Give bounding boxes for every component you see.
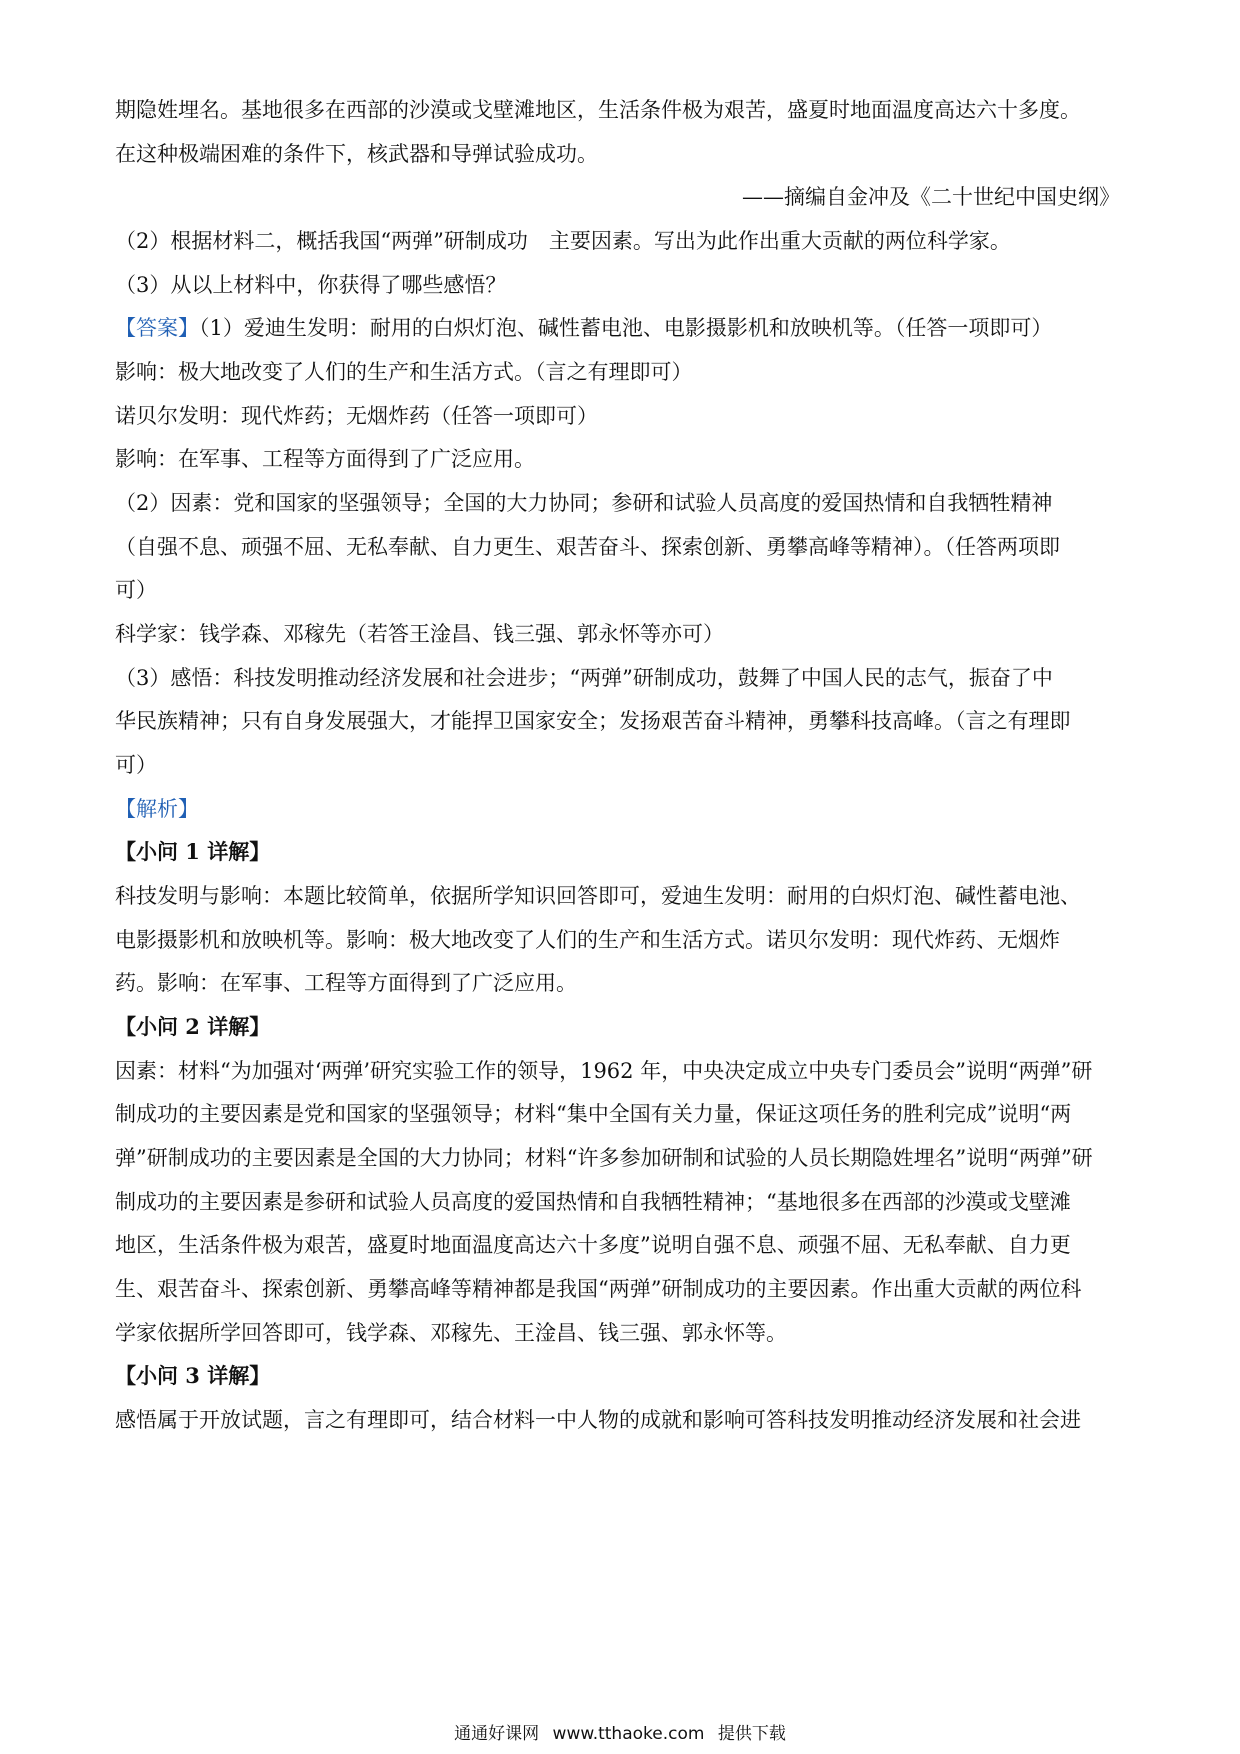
answer-line: 华民族精神；只有自身发展强大，才能捍卫国家安全；发扬艰苦奋斗精神，勇攀科技高峰。（言之有理即 bbox=[115, 709, 1071, 733]
subquestion-3-title: 【小问 3 详解】 bbox=[115, 1363, 271, 1388]
question-3: （3）从以上材料中，你获得了哪些感悟？ bbox=[115, 273, 507, 297]
analysis-line: 生、艰苦奋斗、探索创新、勇攀高峰等精神都是我国“两弹”研制成功的主要因素。作出重大贡献的两位科 bbox=[115, 1277, 1082, 1301]
analysis-line: 因素：材料“为加强对‘两弹’研究实验工作的领导，1962 年，中央决定成立中央专门委员会”说明“两弹”研 bbox=[115, 1059, 1093, 1083]
footer-note: 提供下载 bbox=[717, 1724, 786, 1744]
analysis-line: 制成功的主要因素是党和国家的坚强领导；材料“集中全国有关力量，保证这项任务的胜利完成”说明“两 bbox=[115, 1102, 1072, 1126]
analysis-line: 药。影响：在军事、工程等方面得到了广泛应用。 bbox=[115, 971, 577, 995]
page-footer bbox=[0, 1722, 1240, 1746]
answer-line: 诺贝尔发明：现代炸药；无烟炸药（任答一项即可） bbox=[115, 404, 598, 428]
analysis-line: 科技发明与影响：本题比较简单，依据所学知识回答即可，爱迪生发明：耐用的白炽灯泡、碱性蓄电池、 bbox=[115, 884, 1081, 908]
analysis-line: 学家依据所学回答即可，钱学森、邓稼先、王淦昌、钱三强、郭永怀等。 bbox=[115, 1321, 787, 1345]
question-2: （2）根据材料二，概括我国“两弹”研制成功 主要因素。写出为此作出重大贡献的两位科学家。 bbox=[115, 229, 1011, 253]
answer-line: 可） bbox=[115, 578, 157, 602]
material-source: ——摘编自金冲及《二十世纪中国史纲》 bbox=[742, 185, 1120, 209]
answer-line: （3）感悟：科技发明推动经济发展和社会进步；“两弹”研制成功，鼓舞了中国人民的志气，振奋了中 bbox=[115, 666, 1053, 690]
subquestion-1-title: 【小问 1 详解】 bbox=[115, 839, 271, 864]
analysis-line: 地区，生活条件极为艰苦，盛夏时地面温度高达六十多度”说明自强不息、顽强不屈、无私奉献、自力更 bbox=[115, 1233, 1071, 1257]
answer-line: （自强不息、顽强不屈、无私奉献、自力更生、艰苦奋斗、探索创新、勇攀高峰等精神）。（任答两项即 bbox=[115, 535, 1060, 559]
answer-line: 科学家：钱学森、邓稼先（若答王淦昌、钱三强、郭永怀等亦可） bbox=[115, 622, 724, 646]
answer-line: （2）因素：党和国家的坚强领导；全国的大力协同；参研和试验人员高度的爱国热情和自我牺牲精神 bbox=[115, 491, 1053, 515]
answer-line: 影响：在军事、工程等方面得到了广泛应用。 bbox=[115, 447, 535, 471]
analysis-line: 弹”研制成功的主要因素是全国的大力协同；材料“许多参加研制和试验的人员长期隐姓埋名”说明“两弹”研 bbox=[115, 1146, 1093, 1170]
footer-site-name: 通通好课网 bbox=[454, 1724, 540, 1744]
analysis-label: 【解析】 bbox=[115, 797, 199, 821]
analysis-line: 电影摄影机和放映机等。影响：极大地改变了人们的生产和生活方式。诺贝尔发明：现代炸药、无烟炸 bbox=[115, 928, 1060, 952]
subquestion-2-title: 【小问 2 详解】 bbox=[115, 1014, 271, 1039]
answer-line bbox=[115, 313, 1130, 343]
analysis-line: 制成功的主要因素是参研和试验人员高度的爱国热情和自我牺牲精神；“基地很多在西部的沙漠或戈壁滩 bbox=[115, 1190, 1071, 1214]
analysis-line: 感悟属于开放试题，言之有理即可，结合材料一中人物的成就和影响可答科技发明推动经济发展和社会进 bbox=[115, 1408, 1081, 1432]
answer-line: 影响：极大地改变了人们的生产和生活方式。（言之有理即可） bbox=[115, 360, 693, 384]
material-text-line: 期隐姓埋名。基地很多在西部的沙漠或戈壁滩地区，生活条件极为艰苦，盛夏时地面温度高达六十多度。 bbox=[115, 98, 1081, 122]
answer-label: 【答案】 bbox=[115, 316, 199, 340]
answer-line: 可） bbox=[115, 753, 157, 777]
answer-text: （1）爱迪生发明：耐用的白炽灯泡、碱性蓄电池、电影摄影机和放映机等。（任答一项即可） bbox=[199, 316, 1053, 340]
footer-url-link[interactable]: www.tthaoke.com bbox=[552, 1724, 705, 1744]
material-text-line: 在这种极端困难的条件下，核武器和导弹试验成功。 bbox=[115, 142, 598, 166]
